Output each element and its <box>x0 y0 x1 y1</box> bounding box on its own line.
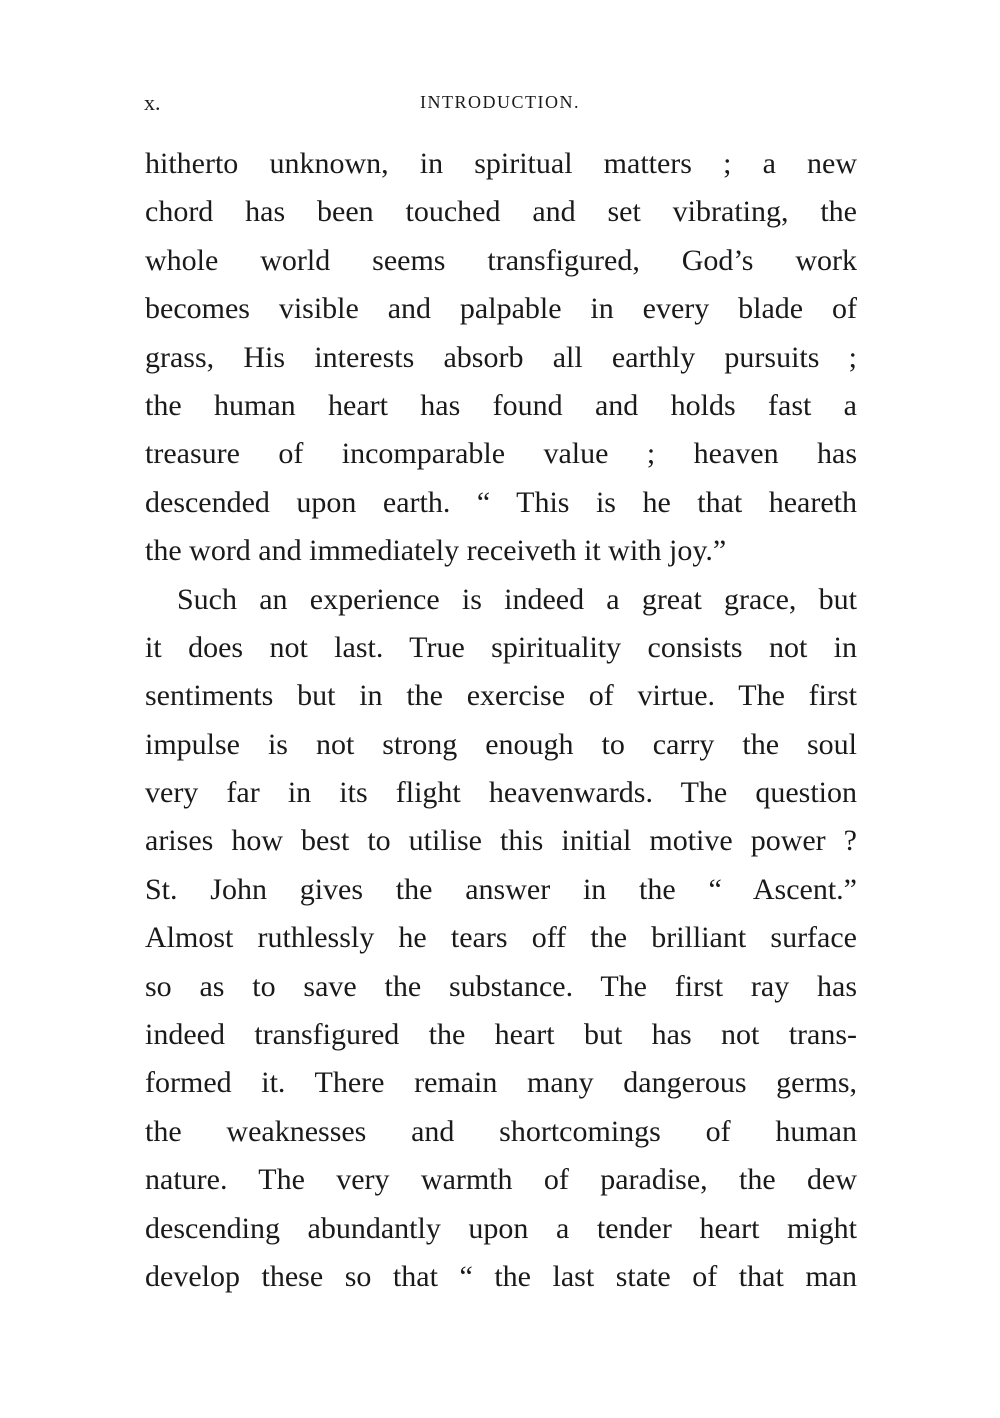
text-line: nature. The very warmth of paradise, the dew <box>145 1163 857 1197</box>
running-head <box>144 90 856 120</box>
page-number: x. <box>144 90 161 115</box>
text-line: the human heart has found and holds fast a <box>145 388 857 422</box>
text-line: Such an experience is indeed a great grace, but <box>177 582 857 616</box>
text-line: becomes visible and palpable in every blade of <box>145 292 857 326</box>
text-line: descending abundantly upon a tender heart might <box>145 1211 857 1245</box>
text-line: hitherto unknown, in spiritual matters ; a new <box>145 147 857 180</box>
text-line: descended upon earth. “ This is he that heareth <box>145 485 857 519</box>
text-line: formed it. There remain many dangerous germs, <box>145 1066 857 1100</box>
text-line: so as to save the substance. The first ray has <box>145 969 857 1003</box>
chapter-title: INTRODUCTION. <box>420 92 580 112</box>
text-line: the weaknesses and shortcomings of human <box>145 1114 857 1148</box>
text-line: St. John gives the answer in the “ Ascent.” <box>145 872 857 906</box>
text-line: it does not last. True spirituality consists not in <box>145 630 857 664</box>
text-line: develop these so that “ the last state of that man <box>145 1259 857 1293</box>
text-line: chord has been touched and set vibrating, the <box>145 195 857 229</box>
body-text <box>145 140 857 1301</box>
text-line: Almost ruthlessly he tears off the brilliant surface <box>145 921 857 955</box>
text-line: arises how best to utilise this initial motive power ? <box>145 824 857 858</box>
text-line: the word and immediately receiveth it with joy.” <box>145 534 727 568</box>
text-line: indeed transfigured the heart but has not trans- <box>145 1018 857 1052</box>
text-line: treasure of incomparable value ; heaven has <box>145 437 857 471</box>
text-line: impulse is not strong enough to carry the soul <box>145 727 857 761</box>
text-line: whole world seems transfigured, God’s work <box>145 243 857 277</box>
text-line: sentiments but in the exercise of virtue. The first <box>145 679 857 713</box>
text-line: very far in its flight heavenwards. The question <box>145 776 857 810</box>
text-line: grass, His interests absorb all earthly pursuits ; <box>145 340 857 374</box>
